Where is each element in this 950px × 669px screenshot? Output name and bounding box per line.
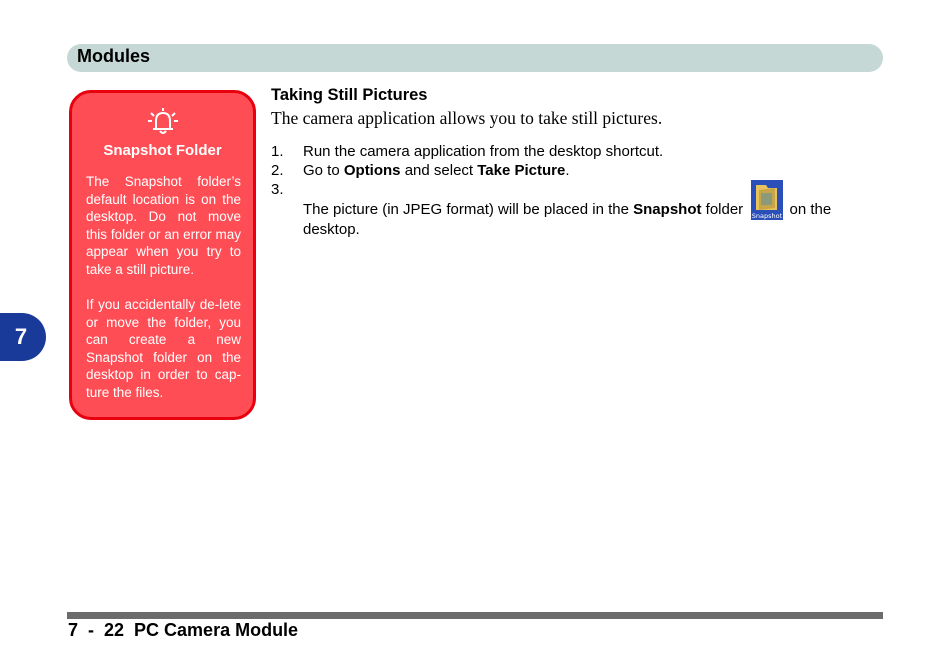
list-item (271, 142, 871, 161)
step-emphasis: Snapshot (633, 201, 702, 218)
note-paragraph-1: The Snapshot folder’s default location is on the desktop. Do not move this folder or an error may appear when you try to take a still picture. (86, 174, 241, 277)
step-text-post: on the desktop. (303, 201, 832, 238)
footer-bar (67, 612, 883, 619)
footer-page-label: 7 - 22 PC Camera Module (68, 620, 299, 640)
folder-label: Snapshot (752, 212, 783, 220)
chapter-tab (0, 313, 46, 361)
bell-icon (72, 107, 253, 135)
step-text-pre: The picture (in JPEG format) will be placed in the (303, 201, 634, 218)
step-text-pre: Go to (303, 162, 344, 179)
steps-list (271, 142, 871, 239)
list-item (271, 180, 871, 239)
list-item (271, 161, 871, 180)
section-intro: The camera application allows you to take still pictures. (271, 108, 663, 128)
step-text: Run the camera application from the desktop shortcut. (303, 143, 664, 160)
step-number: 3. (271, 181, 284, 198)
step-number: 2. (271, 162, 284, 179)
note-title: Snapshot Folder (103, 142, 222, 159)
note-paragraph-2: If you accidentally de-lete or move the folder, you can create a new Snapshot folder on the desktop in order to cap-ture the files. (86, 297, 241, 400)
header-title: Modules (77, 46, 151, 66)
snapshot-folder-icon (751, 180, 781, 220)
step-text-post: . (565, 162, 570, 179)
note-box (69, 90, 256, 420)
step-emphasis: Take Picture (477, 162, 566, 179)
section-title: Taking Still Pictures (271, 86, 428, 104)
header-bar (67, 44, 883, 72)
step-text-mid: and select (400, 162, 478, 179)
step-text-mid: folder (701, 201, 744, 218)
step-number: 1. (271, 143, 284, 160)
step-emphasis: Options (343, 162, 401, 179)
chapter-number: 7 (14, 324, 28, 349)
